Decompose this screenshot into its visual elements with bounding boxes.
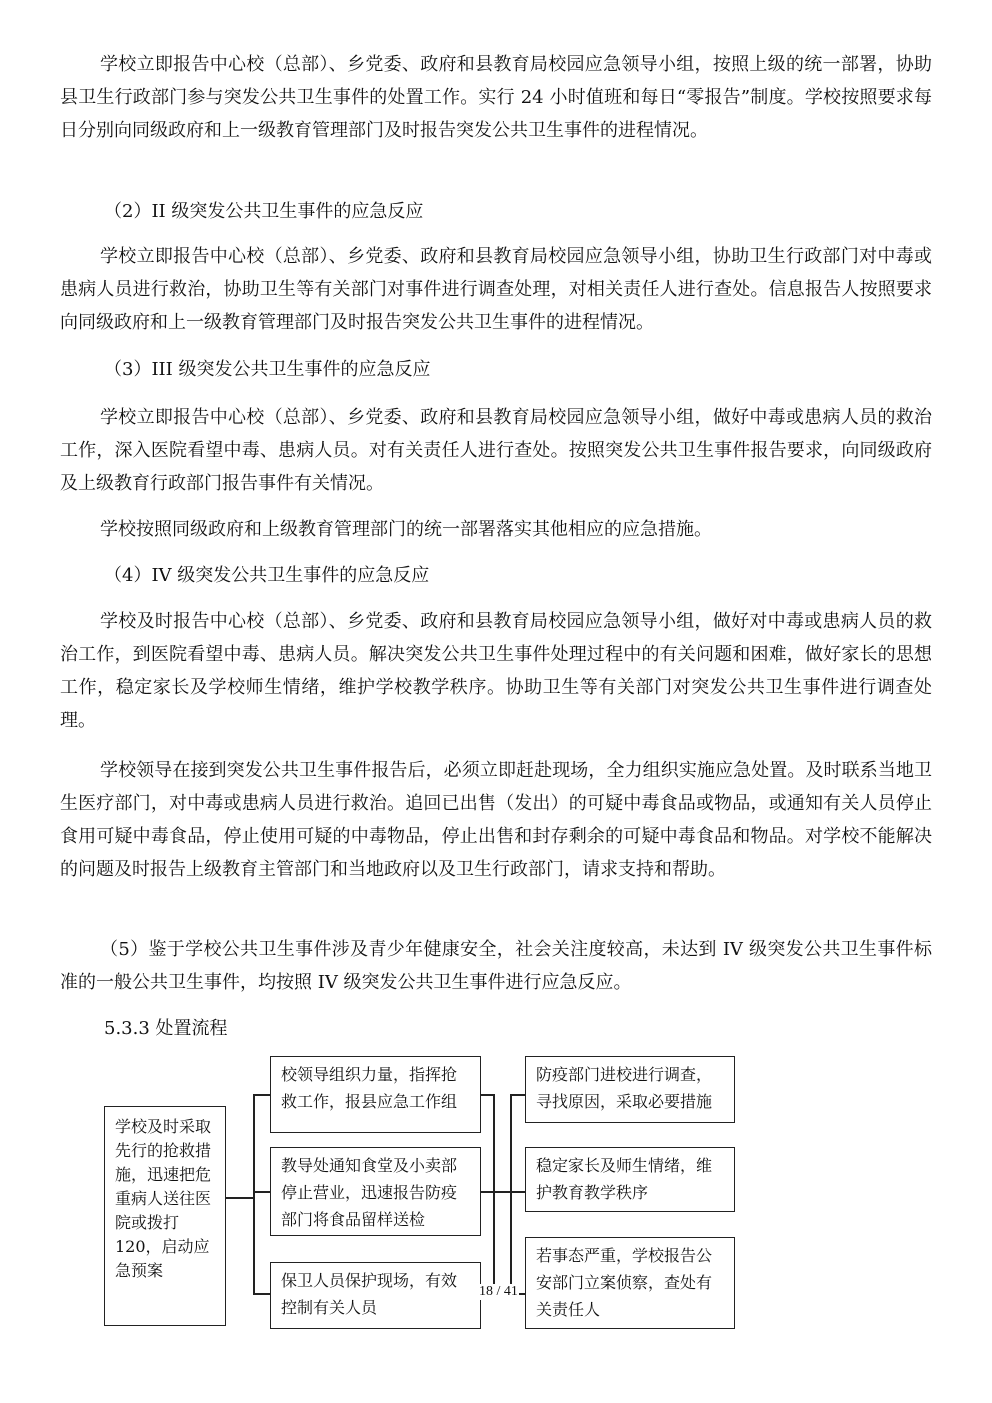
flow-start-box: 学校及时采取先行的抢救措施，迅速把危重病人送往医院或拨打 120，启动应急预案 [104,1106,226,1326]
paragraph-general-events: （5）鉴于学校公共卫生事件涉及青少年健康安全，社会关注度较高，未达到 IV 级突发公共卫生事件标准的一般公共卫生事件，均按照 IV 级突发公共卫生事件进行应急反应。 [60,939,932,993]
flow-middle-box-3: 保卫人员保护现场，有效控制有关人员 [270,1262,481,1329]
connector-line [481,1191,511,1193]
connector-line [510,1094,512,1294]
paragraph-other-measures: 学校按照同级政府和上级教育管理部门的统一部署落实其他相应的应急措施。 [100,519,712,540]
connector-line [226,1197,254,1199]
flow-right-box-2: 稳定家长及师生情绪，维护教育教学秩序 [525,1147,735,1212]
heading-level3-response: （3）III 级突发公共卫生事件的应急反应 [104,359,431,380]
heading-level4-response: （4）IV 级突发公共卫生事件的应急反应 [104,565,430,586]
flow-middle-box-2: 教导处通知食堂及小卖部停止营业，迅速报告防疫部门将食品留样送检 [270,1147,481,1236]
page-number: 18 / 41 [479,1284,518,1299]
paragraph-level4-response: 学校及时报告中心校（总部）、乡党委、政府和县教育局校园应急领导小组，做好对中毒或患病人员的救治工作，到医院看望中毒、患病人员。解决突发公共卫生事件处理过程中的有关问题和困难，做好家长的思想工作，稳定家长及学校师生情绪，维护学校教学秩序。协助卫生等有关部门对突发公共卫生事件进行调查处理。 [60,611,932,731]
connector-line [253,1191,270,1193]
flow-right-box-1: 防疫部门进校进行调查，寻找原因，采取必要措施 [525,1056,735,1123]
connector-line [510,1191,525,1193]
connector-line [253,1094,255,1294]
connector-line [253,1293,270,1295]
paragraph-level1-response: 学校立即报告中心校（总部）、乡党委、政府和县教育局校园应急领导小组，按照上级的统一部署，协助县卫生行政部门参与突发公共卫生事件的处置工作。实行 24 小时值班和每日“零报告”制度。学校按照要求每日分别向同级政府和上一级教育管理部门及时报告突发公共卫生事件的进程情况。 [60,54,932,141]
connector-line [510,1094,525,1096]
connector-line [253,1094,270,1096]
paragraph-level2-response: 学校立即报告中心校（总部）、乡党委、政府和县教育局校园应急领导小组，协助卫生行政部门对中毒或患病人员进行救治，协助卫生等有关部门对事件进行调查处理，对相关责任人进行查处。信息报告人按照要求向同级政府和上一级教育管理部门及时报告突发公共卫生事件的进程情况。 [60,246,932,333]
flow-middle-box-1: 校领导组织力量，指挥抢救工作，报县应急工作组 [270,1056,481,1133]
heading-level2-response: （2）II 级突发公共卫生事件的应急反应 [104,201,424,222]
flow-right-box-3: 若事态严重，学校报告公安部门立案侦察，查处有关责任人 [525,1237,735,1329]
connector-line [493,1094,495,1294]
paragraph-level3-response: 学校立即报告中心校（总部）、乡党委、政府和县教育局校园应急领导小组，做好中毒或患病人员的救治工作，深入医院看望中毒、患病人员。对有关责任人进行查处。按照突发公共卫生事件报告要求，向同级政府及上级教育行政部门报告事件有关情况。 [60,407,932,494]
section-heading: 5.3.3 处置流程 [104,1018,228,1039]
paragraph-leader-actions: 学校领导在接到突发公共卫生事件报告后，必须立即赶赴现场，全力组织实施应急处置。及时联系当地卫生医疗部门，对中毒或患病人员进行救治。追回已出售（发出）的可疑中毒食品或物品，或通知有关人员停止食用可疑中毒食品，停止使用可疑的中毒物品，停止出售和封存剩余的可疑中毒食品和物品。对学校不能解决的问题及时报告上级教育主管部门和当地政府以及卫生行政部门，请求支持和帮助。 [60,760,932,880]
